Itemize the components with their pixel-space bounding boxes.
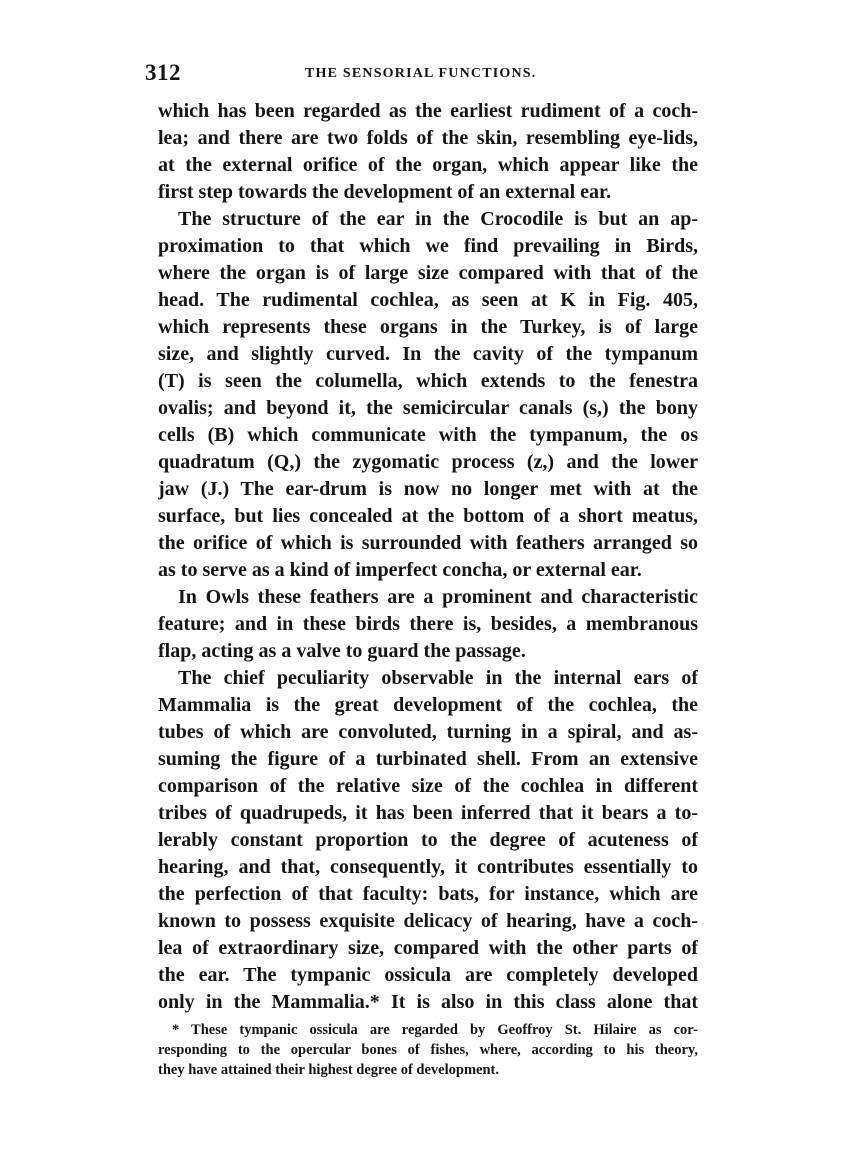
text-line: at the external orifice of the organ, which appear like the xyxy=(158,154,698,176)
running-head xyxy=(145,60,700,88)
text-line: only in the Mammalia.* It is also in this class alone that xyxy=(158,991,698,1013)
text-line: lea of extraordinary size, compared with the other parts of xyxy=(158,937,698,959)
text-line: surface, but lies concealed at the bottom of a short meatus, xyxy=(158,505,698,527)
text-line: (T) is seen the columella, which extends to the fenestra xyxy=(158,370,698,392)
text-line: the orifice of which is surrounded with feathers arranged so xyxy=(158,532,698,554)
text-line: cells (B) which communicate with the tympanum, the os xyxy=(158,424,698,446)
text-line: which represents these organs in the Turkey, is of large xyxy=(158,316,698,338)
text-line: as to serve as a kind of imperfect concha, or external ear. xyxy=(158,559,642,581)
text-line: head. The rudimental cochlea, as seen at K in Fig. 405, xyxy=(158,289,698,311)
page-number: 312 xyxy=(145,60,181,85)
body-text xyxy=(158,98,698,1016)
text-line: size, and slightly curved. In the cavity of the tympanum xyxy=(158,343,698,365)
footnote xyxy=(158,1020,698,1080)
running-title: THE SENSORIAL FUNCTIONS. xyxy=(305,66,537,81)
text-line: flap, acting as a valve to guard the passage. xyxy=(158,640,526,662)
text-line: tribes of quadrupeds, it has been inferred that it bears a to- xyxy=(158,802,698,824)
footnote-line: they have attained their highest degree of development. xyxy=(158,1062,499,1078)
footnote-line: responding to the opercular bones of fishes, where, according to his theory, xyxy=(158,1042,698,1058)
text-line: which has been regarded as the earliest rudiment of a coch- xyxy=(158,100,698,122)
text-line: proximation to that which we find prevailing in Birds, xyxy=(158,235,698,257)
text-line: In Owls these feathers are a prominent and characteristic xyxy=(178,586,698,608)
text-line: comparison of the relative size of the cochlea in different xyxy=(158,775,698,797)
text-line: the ear. The tympanic ossicula are completely developed xyxy=(158,964,698,986)
text-line: The chief peculiarity observable in the internal ears of xyxy=(178,667,698,689)
text-line: feature; and in these birds there is, besides, a membranous xyxy=(158,613,698,635)
text-line: The structure of the ear in the Crocodile is but an ap- xyxy=(178,208,698,230)
text-line: tubes of which are convoluted, turning in a spiral, and as- xyxy=(158,721,698,743)
text-line: where the organ is of large size compared with that of the xyxy=(158,262,698,284)
text-line: first step towards the development of an external ear. xyxy=(158,181,612,203)
text-line: hearing, and that, consequently, it contributes essentially to xyxy=(158,856,698,878)
text-line: lerably constant proportion to the degree of acuteness of xyxy=(158,829,698,851)
text-line: ovalis; and beyond it, the semicircular canals (s,) the bony xyxy=(158,397,698,419)
text-line: the perfection of that faculty: bats, for instance, which are xyxy=(158,883,698,905)
text-line: known to possess exquisite delicacy of hearing, have a coch- xyxy=(158,910,698,932)
text-line: quadratum (Q,) the zygomatic process (z,) and the lower xyxy=(158,451,698,473)
text-line: jaw (J.) The ear-drum is now no longer met with at the xyxy=(158,478,698,500)
text-line: suming the figure of a turbinated shell. From an extensive xyxy=(158,748,698,770)
footnote-line: * These tympanic ossicula are regarded by Geoffroy St. Hilaire as cor- xyxy=(172,1022,698,1038)
text-line: Mammalia is the great development of the cochlea, the xyxy=(158,694,698,716)
text-line: lea; and there are two folds of the skin, resembling eye-lids, xyxy=(158,127,698,149)
